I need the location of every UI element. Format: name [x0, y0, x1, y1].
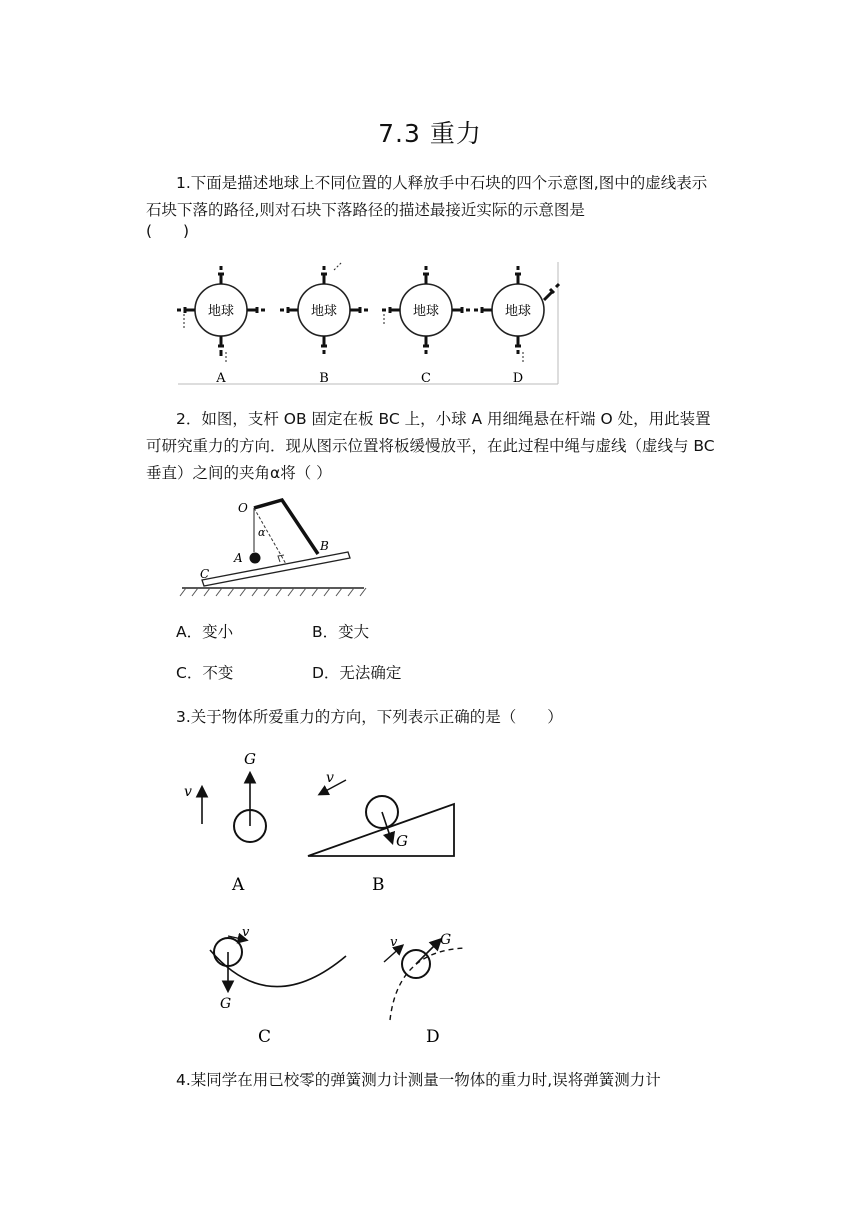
label-alpha: α [258, 526, 266, 539]
option-b-label: B [372, 875, 385, 895]
force-label: G [440, 932, 452, 948]
gravity-diagram-b [308, 770, 454, 895]
earth-diagram-c [382, 266, 470, 386]
label-o: O [238, 501, 248, 515]
question-1-figure [176, 260, 560, 388]
option-d-label: D [512, 371, 524, 386]
earth-diagram-b [280, 262, 368, 386]
force-label: G [244, 750, 256, 768]
page-title: 7.3 重力 [378, 119, 482, 148]
question-2-option-c: C．不变 [176, 664, 234, 682]
option-a-label: A [216, 371, 226, 386]
gravity-diagram-a [184, 750, 266, 895]
force-label: G [396, 832, 408, 850]
option-c-label: C [258, 1027, 272, 1047]
force-label: G [220, 996, 232, 1012]
label-b: B [320, 539, 329, 553]
question-2-figure [178, 492, 368, 602]
earth-diagram-a [177, 266, 265, 386]
earth-label: 地球 [504, 304, 532, 319]
earth-label: 地球 [207, 304, 235, 319]
gravity-diagram-d [384, 932, 466, 1047]
label-c: C [200, 567, 210, 581]
earth-label: 地球 [310, 304, 338, 319]
option-a-label: A [232, 875, 245, 895]
velocity-label: v [326, 770, 334, 786]
velocity-label: v [184, 784, 192, 800]
label-a: A [234, 551, 243, 565]
earth-diagram-d [474, 266, 559, 386]
earth-label: 地球 [412, 304, 440, 319]
question-3-figure [170, 740, 490, 1052]
velocity-label: v [242, 925, 250, 940]
option-d-label: D [426, 1027, 440, 1047]
option-b-label: B [319, 371, 329, 386]
question-2-option-d: D．无法确定 [312, 664, 402, 682]
question-1-text: 1.下面是描述地球上不同位置的人释放手中石块的四个示意图,图中的虚线表示石块下落的路径,则对石块下落路径的描述最接近实际的示意图是 [146, 174, 708, 219]
option-c-label: C [421, 371, 431, 386]
gravity-diagram-c [210, 925, 346, 1047]
question-4-text: 4.某同学在用已校零的弹簧测力计测量一物体的重力时,误将弹簧测力计 [176, 1071, 661, 1089]
question-2-option-b: B．变大 [312, 623, 370, 641]
question-2-option-a: A．变小 [176, 623, 234, 641]
question-1-answer-blank: ( ) [146, 222, 190, 240]
question-3-text: 3.关于物体所爱重力的方向，下列表示正确的是（ ） [176, 708, 563, 726]
question-2-text: 2．如图，支杆 OB 固定在板 BC 上，小球 A 用细绳悬在杆端 O 处，用此装置可研究重力的方向．现从图示位置将板缓慢放平，在此过程中绳与虚线（虚线与 BC 垂直）之间的夹角α将（ ） [146, 410, 715, 482]
velocity-label: v [390, 935, 398, 950]
